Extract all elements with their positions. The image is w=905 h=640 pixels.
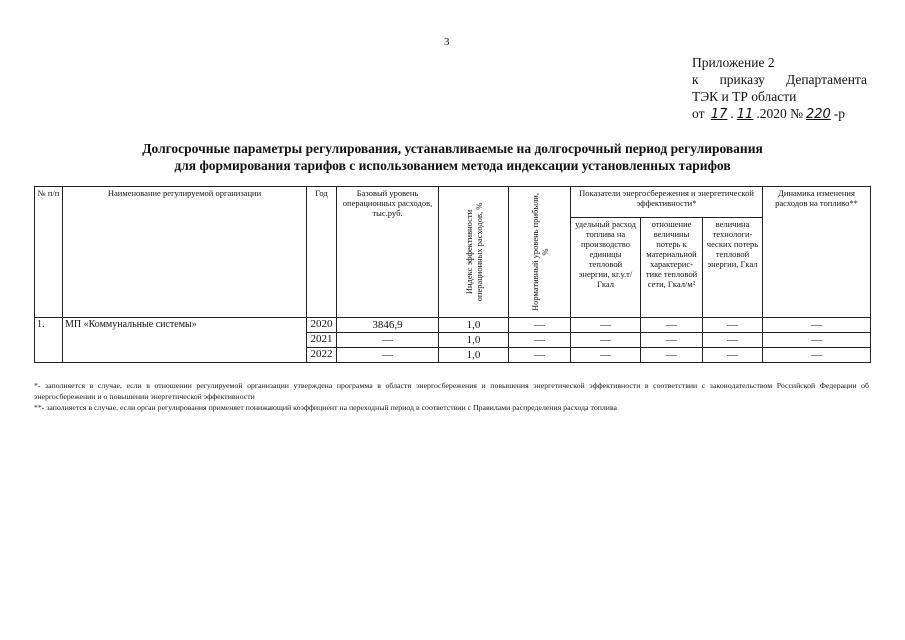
order-suffix: -р [833,106,846,121]
header-base-level: Базовый уровень операционных расходов, тыс.руб. [337,187,439,318]
header-specific-fuel: удельный расход топлива на производство единицы тепловой энергии, кг.у.т/Гкал [571,218,641,318]
cell-dynamics: — [763,318,871,333]
cell-index: 1,0 [439,348,509,363]
parameters-table [34,186,871,363]
footnotes [34,380,869,413]
cell-dynamics: — [763,348,871,363]
cell-profit: — [509,318,571,333]
cell-losses: — [703,318,763,333]
cell-base: 3846,9 [337,318,439,333]
cell-ratio: — [641,333,703,348]
table-row [35,318,871,333]
cell-fuel: — [571,318,641,333]
appendix-date-line [692,105,867,123]
header-dynamics: Динамика изменения расходов на топливо** [763,187,871,318]
appendix-word: Департамента [785,72,867,87]
appendix-word: приказу [719,72,765,87]
header-indicators: Показатели энергосбережения и энергетической эффективности* [571,187,763,218]
footnote-2: **- заполняется в случае, если орган регулирования применяет понижающий коэффициент на переходный период в соответствии с Правилами распределения расхода топлива [34,403,618,412]
appendix-header [692,54,867,123]
title-line-2: для формирования тарифов с использованием метода индексации установленных тарифов [174,158,731,173]
cell-ratio: — [641,318,703,333]
cell-dynamics: — [763,333,871,348]
header-efficiency-index [439,187,509,318]
cell-ratio: — [641,348,703,363]
page-number: 3 [444,36,450,48]
header-row-1 [35,187,871,218]
date-year: .2020 № [756,106,803,121]
appendix-line-1: Приложение 2 [692,55,775,70]
date-separator: . [730,106,734,121]
header-profit-level-text: Нормативный уровень прибыли, % [529,193,550,311]
cell-year: 2021 [307,333,337,348]
cell-losses: — [703,333,763,348]
cell-losses: — [703,348,763,363]
handwritten-month: 11 [736,107,754,122]
cell-year: 2020 [307,318,337,333]
handwritten-order-number: 220 [805,107,831,122]
cell-index: 1,0 [439,318,509,333]
header-loss-ratio: отношение величины потерь к материальной характерис-тике тепловой сети, Гкал/м² [641,218,703,318]
cell-index: 1,0 [439,333,509,348]
cell-base: — [337,333,439,348]
cell-profit: — [509,348,571,363]
cell-year: 2022 [307,348,337,363]
title-line-1: Долгосрочные параметры регулирования, устанавливаемые на долгосрочный период регулирования [142,141,763,156]
appendix-word: к [692,72,699,87]
cell-fuel: — [571,348,641,363]
cell-base: — [337,348,439,363]
header-heat-losses: величина технологи-ческих потерь тепловой энергии, Гкал [703,218,763,318]
document-title [0,140,905,174]
date-prefix: от [692,106,705,121]
cell-fuel: — [571,333,641,348]
org-name: МП «Коммунальные системы» [63,318,307,363]
appendix-line-2 [692,71,867,88]
cell-profit: — [509,333,571,348]
header-profit-level [509,187,571,318]
header-efficiency-index-text: Индекс эффективности операционных расходов, % [463,202,484,302]
header-name: Наименование регулируемой организации [63,187,307,318]
header-num: № п/п [35,187,63,318]
handwritten-day: 17 [710,107,728,122]
footnote-1: *- заполняется в случае, если в отношении регулируемой организации утверждена программа в области энергосбережения и повышения энергетической эффективности в соответствии с законодательством Российской Федерации об энергосбережении и о повышении энергетической эффективности [34,381,869,401]
org-num: 1. [35,318,63,363]
appendix-line-3: ТЭК и ТР области [692,89,797,104]
header-year: Год [307,187,337,318]
